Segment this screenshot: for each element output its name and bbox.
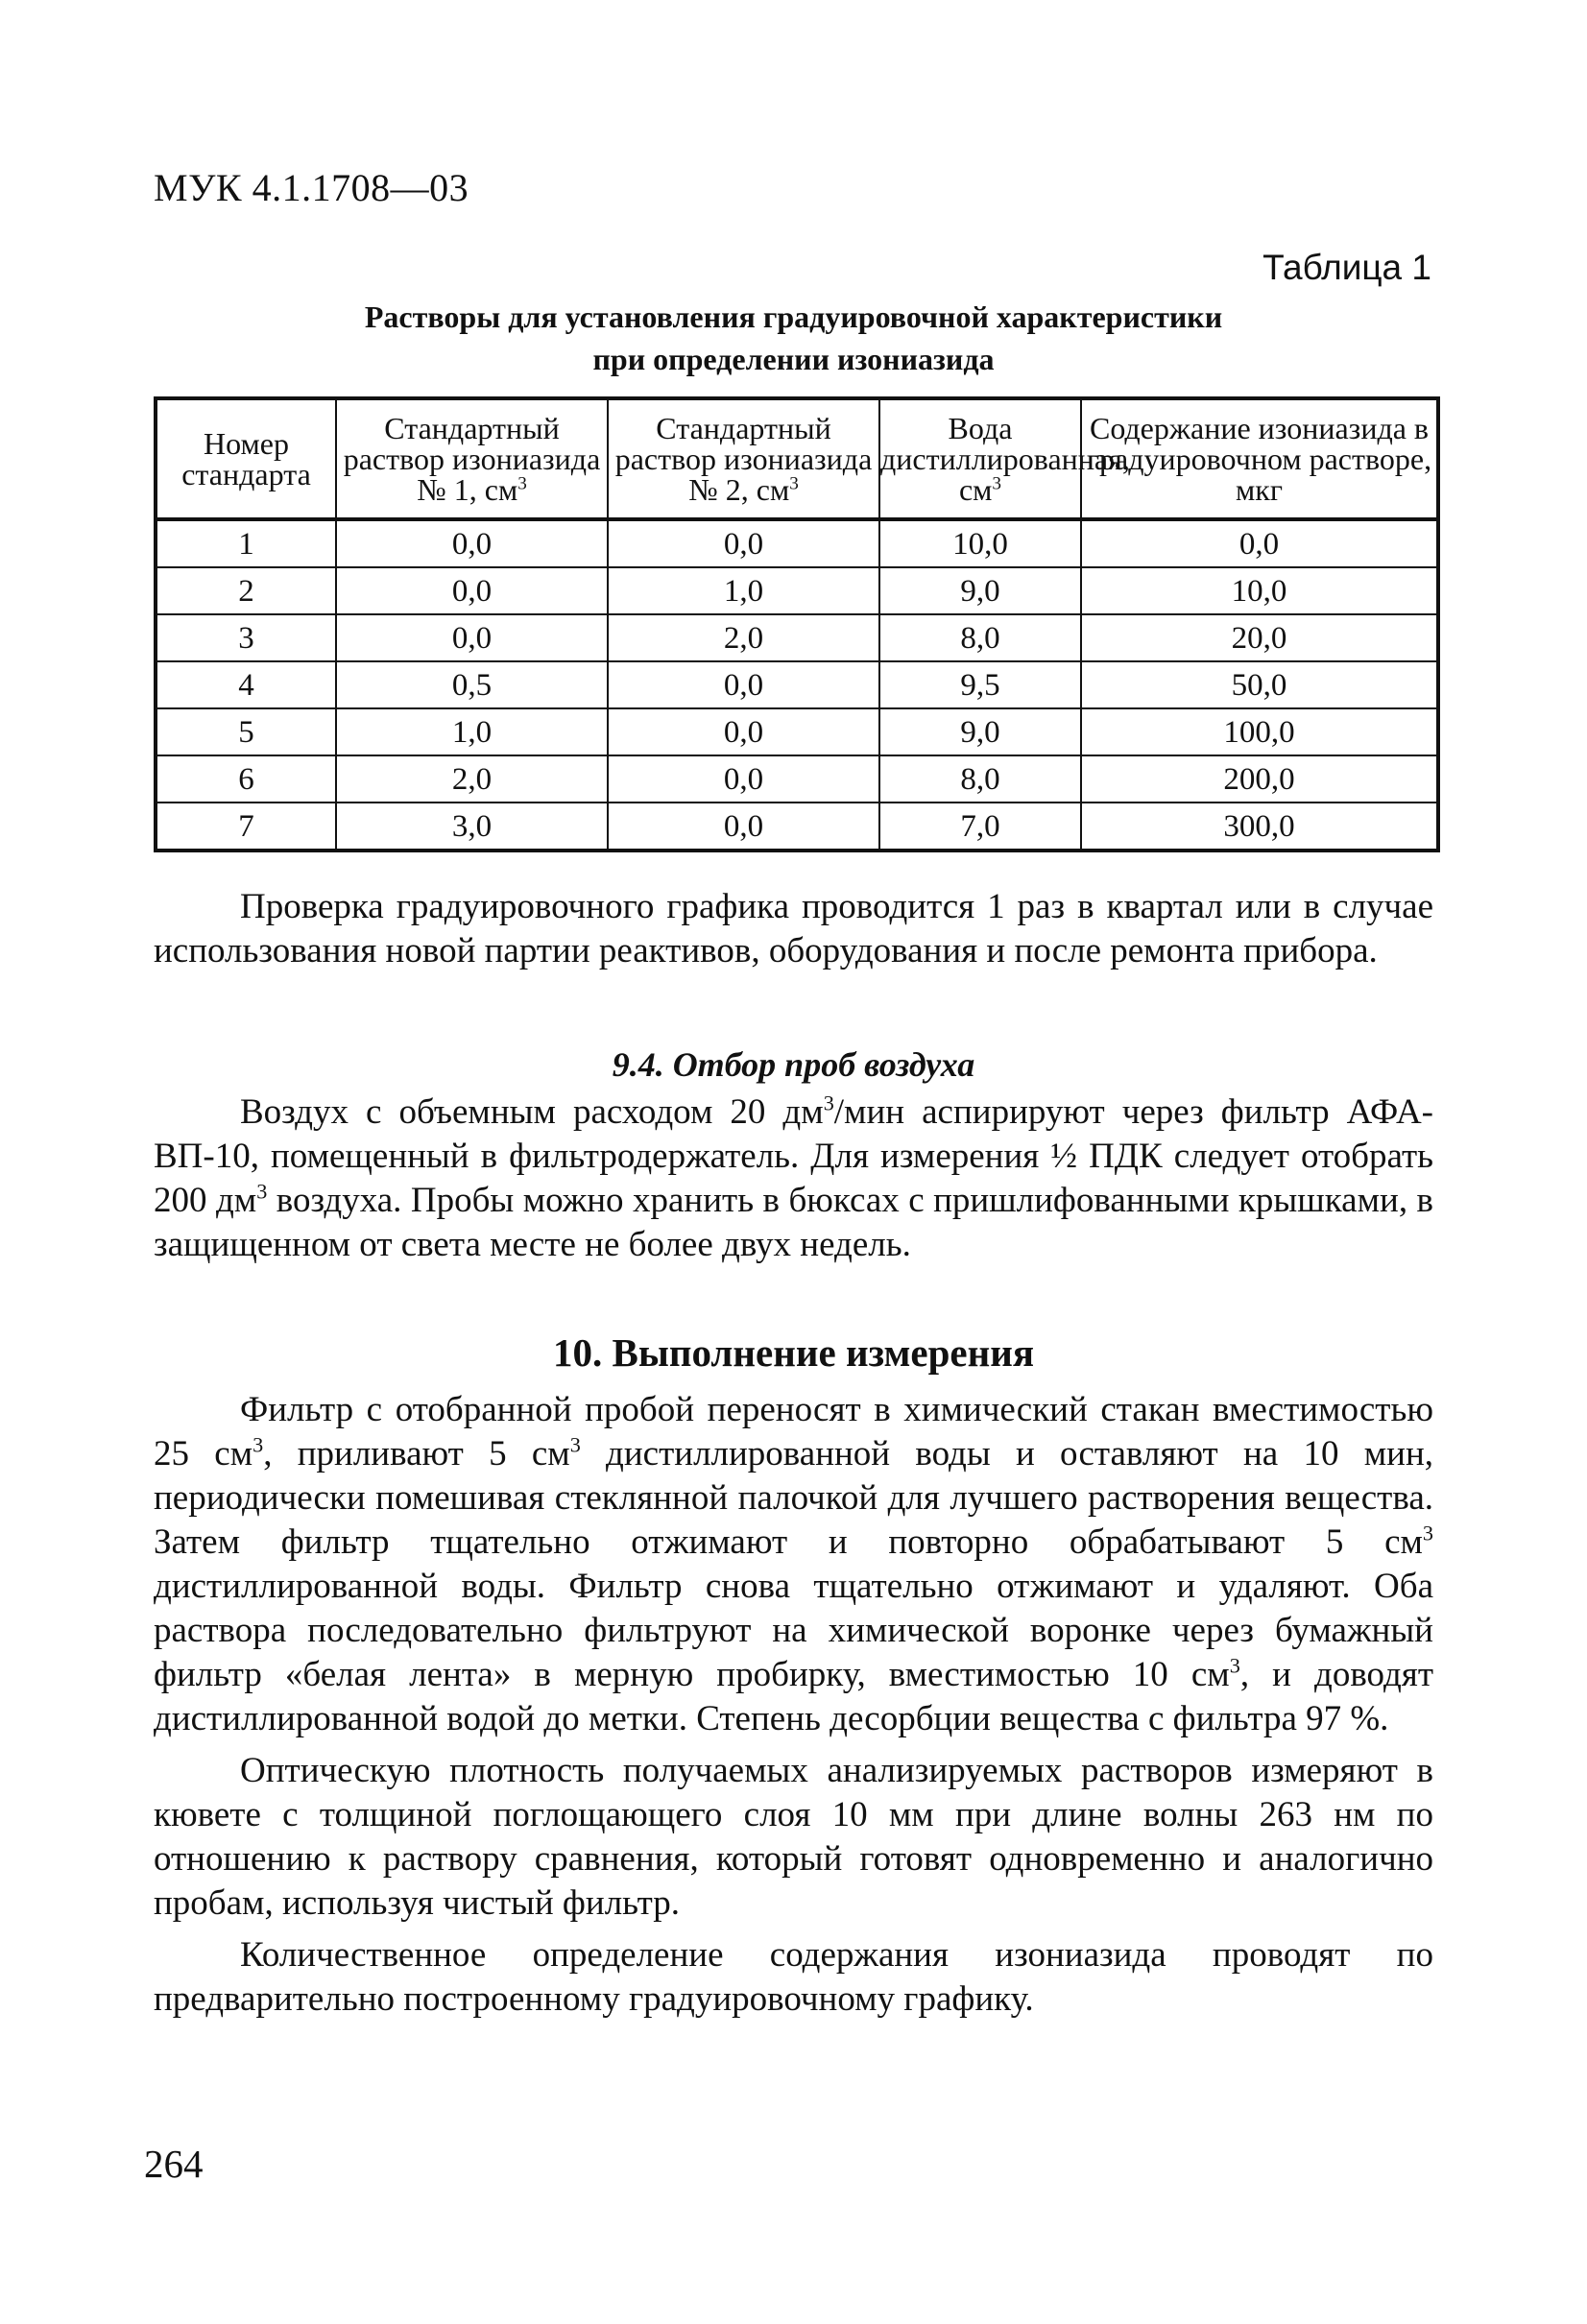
table-cell: 0,0 <box>608 755 879 803</box>
table-cell: 3,0 <box>336 803 608 851</box>
table-row <box>156 567 1438 614</box>
quantification-paragraph: Количественное определение содержания изониазида проводят по предварительно построенному градуировочному графику. <box>154 1935 1433 2019</box>
subsection-heading: 9.4. Отбор проб воздуха <box>612 1045 975 1084</box>
table-cell: 0,0 <box>608 661 879 708</box>
table-cell: 8,0 <box>879 755 1081 803</box>
table-cell: 1,0 <box>608 567 879 614</box>
table-cell: 2,0 <box>336 755 608 803</box>
table-row <box>156 614 1438 661</box>
table-cell: 0,0 <box>1081 519 1438 567</box>
table-cell: 7 <box>156 803 336 851</box>
table-cell: 0,0 <box>336 614 608 661</box>
table-cell: 3 <box>156 614 336 661</box>
table-cell: 100,0 <box>1081 708 1438 755</box>
table-title <box>154 296 1433 380</box>
table-cell: 9,5 <box>879 661 1081 708</box>
table-cell: 1,0 <box>336 708 608 755</box>
table-row <box>156 708 1438 755</box>
table-cell: 0,5 <box>336 661 608 708</box>
table-title-line: Растворы для установления градуировочной характеристики <box>364 299 1223 334</box>
table-cell: 50,0 <box>1081 661 1438 708</box>
table-row <box>156 519 1438 567</box>
col-header-water: Вода дистиллированная, $см^3$ <box>879 398 1081 519</box>
table-cell: 200,0 <box>1081 755 1438 803</box>
table-cell: 10,0 <box>879 519 1081 567</box>
table-cell: 10,0 <box>1081 567 1438 614</box>
table-cell: 20,0 <box>1081 614 1438 661</box>
table-cell: 1 <box>156 519 336 567</box>
standards-table <box>154 396 1440 852</box>
table-cell: 6 <box>156 755 336 803</box>
calibration-check-block <box>154 885 1433 973</box>
col-header-standard-number: Номер стандарта <box>156 398 336 519</box>
table-row <box>156 803 1438 851</box>
table-cell: 0,0 <box>608 803 879 851</box>
col-header-content: Содержание изониазида в градуировочном растворе, мкг <box>1081 398 1438 519</box>
section-heading: 10. Выполнение измерения <box>552 1330 1035 1375</box>
document-code: МУК 4.1.1708—03 <box>154 166 469 209</box>
table-header-row <box>156 398 1438 519</box>
measurement-block <box>154 1388 1433 2029</box>
table-cell: 9,0 <box>879 567 1081 614</box>
table-row <box>156 661 1438 708</box>
air-sampling-block <box>154 1090 1433 1267</box>
filter-procedure-paragraph: Фильтр с отобранной пробой переносят в химический стакан вместимостью 25 $см^3$, приливают 5 $см^3$ дистиллированной воды и оставляют на 10 мин, периодически помешивая стеклянной палочкой для лучшего растворения вещества. Затем фильтр тщательно отжимают и повторно обрабатывают 5 $см^3$ дистиллированной воды. Фильтр снова тщательно отжимают и удаляют. Оба раствора последовательно фильтруют на химической воронке через бумажный фильтр «белая лента» в мерную пробирку, вместимостью 10 $см^3$, и доводят дистиллированной водой до метки. Степень десорбции вещества с фильтра 97 %. <box>154 1390 1433 1738</box>
table-cell: 7,0 <box>879 803 1081 851</box>
table-cell: 300,0 <box>1081 803 1438 851</box>
table-label: Таблица 1 <box>1262 248 1431 287</box>
table-cell: 2,0 <box>608 614 879 661</box>
table-cell: 0,0 <box>608 708 879 755</box>
table-cell: 0,0 <box>336 567 608 614</box>
table-cell: 0,0 <box>608 519 879 567</box>
col-header-solution-1: Стандартный раствор изониазида № 1, $см^3$ <box>336 398 608 519</box>
optical-density-paragraph: Оптическую плотность получаемых анализируемых растворов измеряют в кювете с толщиной поглощающего слоя 10 мм при длине волны 263 нм по отношению к раствору сравнения, который готовят одновременно и аналогично пробам, используя чистый фильтр. <box>154 1751 1433 1923</box>
table-cell: 9,0 <box>879 708 1081 755</box>
col-header-solution-2: Стандартный раствор изониазида № 2, $см^3$ <box>608 398 879 519</box>
table-cell: 8,0 <box>879 614 1081 661</box>
table-cell: 2 <box>156 567 336 614</box>
table-title-line: при определении изониазида <box>592 342 995 376</box>
table-cell: 5 <box>156 708 336 755</box>
table-cell: 4 <box>156 661 336 708</box>
table-row <box>156 755 1438 803</box>
page-number: 264 <box>144 2142 204 2186</box>
calibration-check-paragraph: Проверка градуировочного графика проводится 1 раз в квартал или в случае использования новой партии реактивов, оборудования и после ремонта прибора. <box>154 887 1433 970</box>
air-sampling-paragraph: Воздух с объемным расходом 20 $дм^3$/мин аспирируют через фильтр АФА-ВП-10, помещенный в фильтродержатель. Для измерения ½ ПДК следует отобрать 200 $дм^3$ воздуха. Пробы можно хранить в бюксах с пришлифованными крышками, в защищенном от света месте не более двух недель. <box>154 1090 1433 1264</box>
table-cell: 0,0 <box>336 519 608 567</box>
